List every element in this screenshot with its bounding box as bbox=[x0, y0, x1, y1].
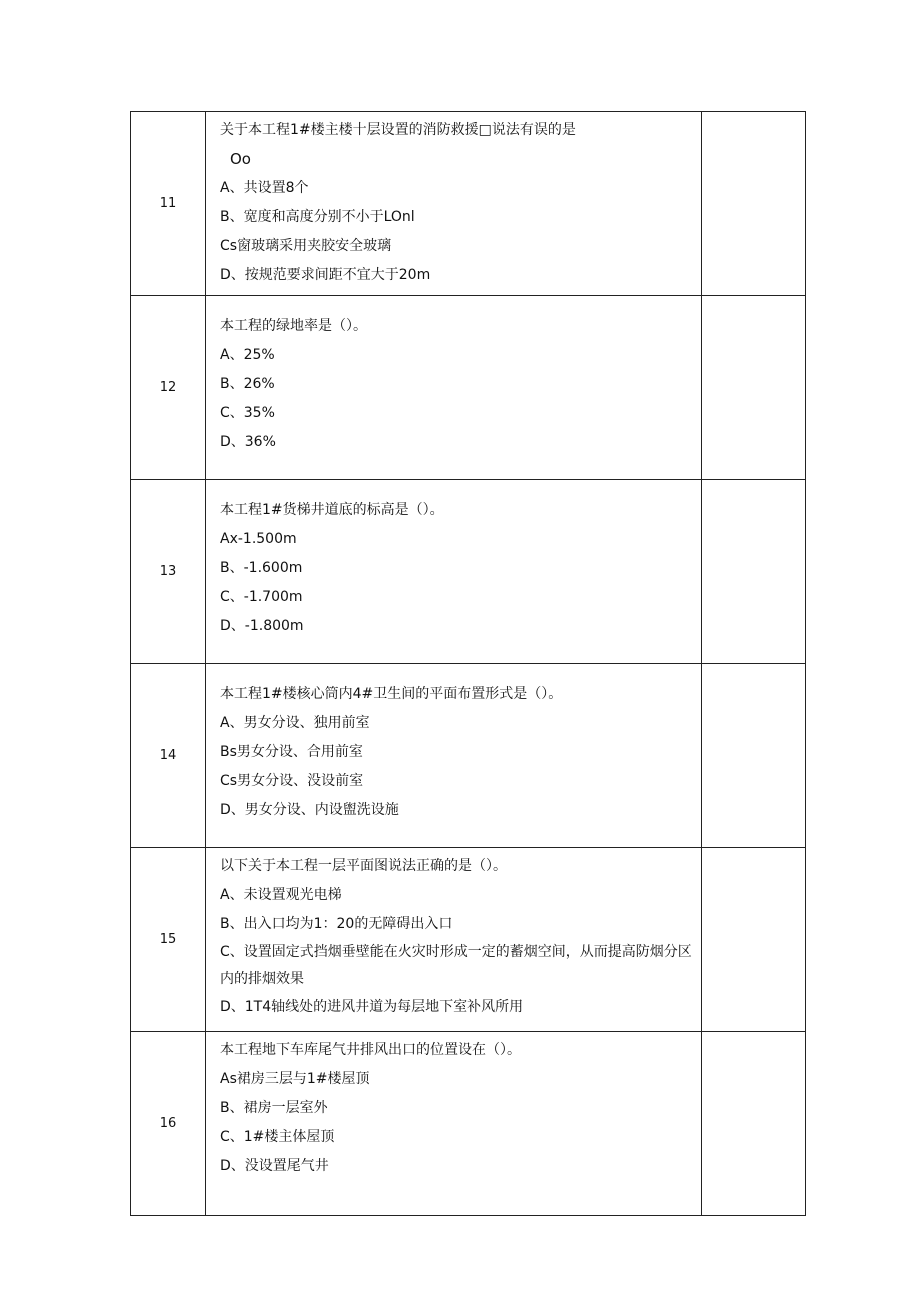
option-c: C、-1.700m bbox=[220, 589, 303, 605]
option-d: D、1T4轴线处的进风井道为每层地下室补风所用 bbox=[220, 999, 524, 1015]
option-d: D、按规范要求间距不宜大于20m bbox=[220, 267, 431, 283]
question-number: 11 bbox=[131, 112, 206, 296]
option-c: C、1#楼主体屋顶 bbox=[220, 1129, 335, 1145]
question-stem-continued: Oo bbox=[230, 150, 251, 168]
answer-cell bbox=[702, 296, 806, 480]
question-row bbox=[131, 112, 806, 296]
option-b: B、-1.600m bbox=[220, 560, 303, 576]
question-number: 13 bbox=[131, 480, 206, 664]
answer-cell bbox=[702, 112, 806, 296]
option-b: B、宽度和高度分别不小于LOnl bbox=[220, 209, 415, 225]
question-number: 12 bbox=[131, 296, 206, 480]
question-stem: 本工程1#楼核心筒内4#卫生间的平面布置形式是（）。 bbox=[220, 686, 563, 702]
question-number: 14 bbox=[131, 664, 206, 848]
question-row bbox=[131, 848, 806, 1032]
option-c: Cs窗玻璃采用夹胶安全玻璃 bbox=[220, 238, 392, 254]
question-stem: 本工程1#货梯井道底的标高是（）。 bbox=[220, 502, 444, 518]
question-body bbox=[206, 480, 702, 664]
option-b: Bs男女分设、合用前室 bbox=[220, 744, 363, 760]
option-a: As裙房三层与1#楼屋顶 bbox=[220, 1071, 370, 1087]
answer-cell bbox=[702, 664, 806, 848]
question-stem: 关于本工程1#楼主楼十层设置的消防救援□说法有误的是 bbox=[220, 122, 576, 138]
question-body bbox=[206, 664, 702, 848]
option-c: C、设置固定式挡烟垂壁能在火灾时形成一定的蓄烟空间，从而提高防烟分区内的排烟效果 bbox=[220, 944, 692, 987]
question-stem: 本工程的绿地率是（）。 bbox=[220, 318, 367, 334]
option-b: B、出入口均为1：20的无障碍出入口 bbox=[220, 916, 453, 932]
answer-cell bbox=[702, 848, 806, 1032]
option-d: D、没设置尾气井 bbox=[220, 1158, 329, 1174]
option-a: A、共设置8个 bbox=[220, 180, 309, 196]
questions-table bbox=[130, 111, 806, 1216]
question-row bbox=[131, 480, 806, 664]
option-d: D、男女分设、内设盥洗设施 bbox=[220, 802, 399, 818]
option-c: Cs男女分设、没设前室 bbox=[220, 773, 364, 789]
question-number: 15 bbox=[131, 848, 206, 1032]
question-row bbox=[131, 296, 806, 480]
question-stem: 本工程地下车库尾气井排风出口的位置设在（）。 bbox=[220, 1042, 521, 1058]
option-a: A、未设置观光电梯 bbox=[220, 887, 342, 903]
question-body bbox=[206, 1032, 702, 1216]
question-body bbox=[206, 112, 702, 296]
option-d: D、-1.800m bbox=[220, 618, 304, 634]
option-c: C、35% bbox=[220, 405, 275, 421]
question-number: 16 bbox=[131, 1032, 206, 1216]
question-body bbox=[206, 848, 702, 1032]
answer-cell bbox=[702, 480, 806, 664]
question-stem: 以下关于本工程一层平面图说法正确的是（）。 bbox=[220, 858, 507, 874]
question-row bbox=[131, 664, 806, 848]
question-body bbox=[206, 296, 702, 480]
option-a: A、25% bbox=[220, 347, 275, 363]
question-row bbox=[131, 1032, 806, 1216]
option-a: A、男女分设、独用前室 bbox=[220, 715, 370, 731]
option-b: B、26% bbox=[220, 376, 275, 392]
option-d: D、36% bbox=[220, 434, 276, 450]
option-b: B、裙房一层室外 bbox=[220, 1100, 328, 1116]
answer-cell bbox=[702, 1032, 806, 1216]
option-a: Ax-1.500m bbox=[220, 531, 297, 547]
